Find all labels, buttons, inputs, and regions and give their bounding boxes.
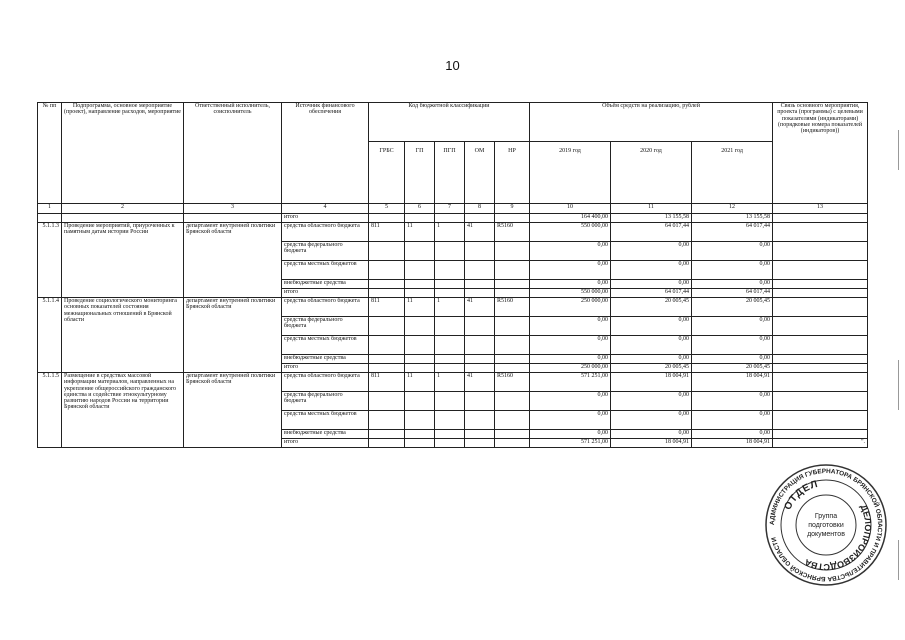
link-cell bbox=[773, 298, 868, 317]
empty-cell bbox=[495, 336, 530, 355]
empty-cell bbox=[405, 242, 435, 261]
value-2019: 0,00 bbox=[530, 336, 611, 355]
total-2020: 18 004,91 bbox=[611, 439, 692, 448]
link-cell bbox=[773, 364, 868, 373]
svg-text:АДМИНИСТРАЦИЯ ГУБЕРНАТОРА БРЯН: АДМИНИСТРАЦИЯ ГУБЕРНАТОРА БРЯНСКОЙ ОБЛАСТИ И ПРАВИТЕЛЬСТВА БРЯНСКОЙ ОБЛАСТИ bbox=[768, 467, 884, 583]
code-np: R5160 bbox=[495, 373, 530, 392]
code-grbs: 811 bbox=[369, 298, 405, 317]
empty-cell bbox=[405, 280, 435, 289]
link-cell bbox=[773, 392, 868, 411]
empty-cell bbox=[465, 280, 495, 289]
executor: департамент внутренней политики Брянской области bbox=[184, 298, 282, 373]
funding-source: средства местных бюджетов bbox=[282, 336, 369, 355]
empty-cell bbox=[435, 355, 465, 364]
header-num: № пп bbox=[38, 103, 62, 204]
code-om: 41 bbox=[465, 223, 495, 242]
empty-cell bbox=[465, 355, 495, 364]
col-number: 4 bbox=[282, 204, 369, 214]
funding-source: средства федерального бюджета bbox=[282, 392, 369, 411]
value-2019: 0,00 bbox=[530, 355, 611, 364]
empty-cell bbox=[495, 289, 530, 298]
value-2021: 0,00 bbox=[692, 242, 773, 261]
empty-cell bbox=[465, 364, 495, 373]
value-2019: 0,00 bbox=[530, 411, 611, 430]
header-executor: Ответственный исполнитель, соисполнитель bbox=[184, 103, 282, 204]
empty-cell bbox=[465, 439, 495, 448]
value-2019: 0,00 bbox=[530, 317, 611, 336]
row-number: 5.1.1.4 bbox=[38, 298, 62, 373]
value-2021: 0,00 bbox=[692, 317, 773, 336]
measure-name: Размещение в средствах массовой информации материалов, направленных на укрепление общероссийского гражданского единства и содействие этнокультурному развитию народов России на территории Брянской области bbox=[62, 373, 184, 448]
row-number: 5.1.1.3 bbox=[38, 223, 62, 298]
empty-cell bbox=[465, 336, 495, 355]
empty-cell bbox=[495, 242, 530, 261]
value-2021: 0,00 bbox=[692, 411, 773, 430]
code-pgp: 1 bbox=[435, 373, 465, 392]
value-2019: 0,00 bbox=[530, 430, 611, 439]
code-gp: 11 bbox=[405, 373, 435, 392]
empty-cell bbox=[405, 317, 435, 336]
value-2020: 0,00 bbox=[611, 336, 692, 355]
value-2021: 0,00 bbox=[692, 392, 773, 411]
empty-cell bbox=[405, 364, 435, 373]
total-label: итого bbox=[282, 289, 369, 298]
empty-cell bbox=[435, 430, 465, 439]
funding-source: средства федерального бюджета bbox=[282, 242, 369, 261]
empty-cell bbox=[465, 289, 495, 298]
empty-cell bbox=[495, 355, 530, 364]
total-2020: 64 017,44 bbox=[611, 289, 692, 298]
value-2019: 0,00 bbox=[530, 392, 611, 411]
empty-cell bbox=[369, 355, 405, 364]
value-2020: 0,00 bbox=[611, 392, 692, 411]
page-number: 10 bbox=[445, 58, 460, 73]
empty-cell bbox=[405, 336, 435, 355]
total-2021: 13 155,58 bbox=[692, 214, 773, 223]
link-cell bbox=[773, 430, 868, 439]
code-grbs: 811 bbox=[369, 223, 405, 242]
header-program: Подпрограмма, основное мероприятие (проект), направление расходов, мероприятие bbox=[62, 103, 184, 204]
value-2020: 0,00 bbox=[611, 280, 692, 289]
empty-cell bbox=[495, 280, 530, 289]
col-number: 10 bbox=[530, 204, 611, 214]
link-cell bbox=[773, 223, 868, 242]
link-cell bbox=[773, 261, 868, 280]
header-np: НР bbox=[495, 142, 530, 204]
empty-cell bbox=[495, 392, 530, 411]
value-2020: 0,00 bbox=[611, 411, 692, 430]
code-pgp: 1 bbox=[435, 298, 465, 317]
col-number: 11 bbox=[611, 204, 692, 214]
funding-source: средства областного бюджета bbox=[282, 373, 369, 392]
code-grbs: 811 bbox=[369, 373, 405, 392]
col-number: 3 bbox=[184, 204, 282, 214]
official-stamp bbox=[764, 463, 888, 587]
value-2020: 0,00 bbox=[611, 242, 692, 261]
link-cell bbox=[773, 280, 868, 289]
executor: департамент внутренней политики Брянской области bbox=[184, 373, 282, 448]
total-label: итого bbox=[282, 439, 369, 448]
column-number-row bbox=[38, 204, 868, 214]
funding-source: средства федерального бюджета bbox=[282, 317, 369, 336]
svg-text:ДЕЛОПРОИЗВОДСТВА: ДЕЛОПРОИЗВОДСТВА bbox=[802, 502, 874, 573]
empty-cell bbox=[369, 242, 405, 261]
value-2020: 64 017,44 bbox=[611, 223, 692, 242]
value-2020: 0,00 bbox=[611, 317, 692, 336]
code-om: 41 bbox=[465, 373, 495, 392]
empty-cell bbox=[435, 439, 465, 448]
value-2021: 64 017,44 bbox=[692, 223, 773, 242]
scan-edge-line bbox=[898, 130, 899, 170]
empty-cell bbox=[405, 392, 435, 411]
empty-cell bbox=[495, 364, 530, 373]
row-number: 5.1.1.5 bbox=[38, 373, 62, 448]
code-pgp: 1 bbox=[435, 223, 465, 242]
value-2020: 0,00 bbox=[611, 430, 692, 439]
header-2020: 2020 год bbox=[611, 142, 692, 204]
svg-text:Группа: Группа bbox=[814, 513, 838, 520]
total-2019: 250 000,00 bbox=[530, 364, 611, 373]
header-budget-code: Код бюджетной классификации bbox=[369, 103, 530, 142]
empty-cell bbox=[435, 392, 465, 411]
total-2021: 64 017,44 bbox=[692, 289, 773, 298]
link-cell bbox=[773, 373, 868, 392]
header-grbs: ГРБС bbox=[369, 142, 405, 204]
empty-cell bbox=[405, 430, 435, 439]
value-2021: 20 005,45 bbox=[692, 298, 773, 317]
link-cell bbox=[773, 289, 868, 298]
value-2020: 18 004,91 bbox=[611, 373, 692, 392]
col-number: 2 bbox=[62, 204, 184, 214]
empty-cell bbox=[369, 411, 405, 430]
empty-cell bbox=[405, 355, 435, 364]
scan-edge-line bbox=[898, 360, 899, 410]
link-cell bbox=[773, 242, 868, 261]
col-number: 1 bbox=[38, 204, 62, 214]
header-2021: 2021 год bbox=[692, 142, 773, 204]
empty-cell bbox=[435, 242, 465, 261]
value-2021: 18 004,91 bbox=[692, 373, 773, 392]
code-np: R5160 bbox=[495, 298, 530, 317]
total-2020: 20 005,45 bbox=[611, 364, 692, 373]
measure-name: Проведение социологического мониторинга основных показателей состояния межнациональных отношений в Брянской области bbox=[62, 298, 184, 373]
empty-cell bbox=[369, 392, 405, 411]
empty-cell bbox=[495, 411, 530, 430]
total-2021: 20 005,45 bbox=[692, 364, 773, 373]
empty-cell bbox=[495, 439, 530, 448]
executor: департамент внутренней политики Брянской области bbox=[184, 223, 282, 298]
link-cell bbox=[773, 336, 868, 355]
empty-cell bbox=[465, 317, 495, 336]
value-2021: 0,00 bbox=[692, 336, 773, 355]
empty-cell bbox=[369, 336, 405, 355]
value-2019: 571 251,00 bbox=[530, 373, 611, 392]
funding-source: внебюджетные средства bbox=[282, 355, 369, 364]
total-label: итого bbox=[282, 364, 369, 373]
value-2020: 0,00 bbox=[611, 261, 692, 280]
table-row bbox=[38, 298, 868, 317]
value-2020: 0,00 bbox=[611, 355, 692, 364]
svg-text:документов: документов bbox=[807, 531, 845, 538]
empty-cell bbox=[465, 430, 495, 439]
svg-text:ОТДЕЛ: ОТДЕЛ bbox=[782, 478, 820, 512]
value-2019: 250 000,00 bbox=[530, 298, 611, 317]
header-pgp: ПГП bbox=[435, 142, 465, 204]
col-number: 8 bbox=[465, 204, 495, 214]
value-2021: 0,00 bbox=[692, 261, 773, 280]
empty-cell bbox=[435, 317, 465, 336]
header-volume: Объём средств на реализацию, рублей bbox=[530, 103, 773, 142]
value-2021: 0,00 bbox=[692, 355, 773, 364]
empty-cell bbox=[369, 317, 405, 336]
empty-cell bbox=[405, 261, 435, 280]
col-number: 12 bbox=[692, 204, 773, 214]
empty-cell bbox=[369, 261, 405, 280]
code-np: R5160 bbox=[495, 223, 530, 242]
empty-cell bbox=[369, 364, 405, 373]
total-2020: 13 155,58 bbox=[611, 214, 692, 223]
empty-cell bbox=[435, 280, 465, 289]
table-row bbox=[38, 373, 868, 392]
value-2021: 0,00 bbox=[692, 430, 773, 439]
empty-cell bbox=[435, 364, 465, 373]
header-gp: ГП bbox=[405, 142, 435, 204]
value-2020: 20 005,45 bbox=[611, 298, 692, 317]
svg-text:подготовки: подготовки bbox=[808, 522, 844, 529]
header-2019: 2019 год bbox=[530, 142, 611, 204]
top-total-row bbox=[38, 214, 868, 223]
value-2019: 0,00 bbox=[530, 242, 611, 261]
empty-cell bbox=[495, 317, 530, 336]
total-2019: 550 000,00 bbox=[530, 289, 611, 298]
empty-cell bbox=[435, 289, 465, 298]
empty-cell bbox=[435, 336, 465, 355]
col-number: 7 bbox=[435, 204, 465, 214]
empty-cell bbox=[369, 280, 405, 289]
code-om: 41 bbox=[465, 298, 495, 317]
empty-cell bbox=[495, 261, 530, 280]
empty-cell bbox=[369, 439, 405, 448]
col-number: 6 bbox=[405, 204, 435, 214]
empty-cell bbox=[465, 411, 495, 430]
total-2019: 571 251,00 bbox=[530, 439, 611, 448]
measure-name: Проведение мероприятий, приуроченных к памятным датам истории России bbox=[62, 223, 184, 298]
total-2021: 18 004,91 bbox=[692, 439, 773, 448]
empty-cell bbox=[369, 430, 405, 439]
value-2019: 550 000,00 bbox=[530, 223, 611, 242]
col-number: 13 bbox=[773, 204, 868, 214]
empty-cell bbox=[405, 289, 435, 298]
col-number: 5 bbox=[369, 204, 405, 214]
link-cell bbox=[773, 411, 868, 430]
empty-cell bbox=[435, 261, 465, 280]
scan-edge-line bbox=[898, 540, 899, 580]
code-gp: 11 bbox=[405, 223, 435, 242]
funding-source: средства областного бюджета bbox=[282, 298, 369, 317]
header-om: ОМ bbox=[465, 142, 495, 204]
total-2019: 164 400,00 bbox=[530, 214, 611, 223]
header-source: Источник финансового обеспечения bbox=[282, 103, 369, 204]
empty-cell bbox=[465, 242, 495, 261]
link-cell bbox=[773, 355, 868, 364]
funding-source: средства местных бюджетов bbox=[282, 411, 369, 430]
empty-cell bbox=[465, 261, 495, 280]
empty-cell bbox=[495, 430, 530, 439]
header-link: Связь основного мероприятия, проекта (программы) с целевыми показателями (индикаторами) (порядковые номера показателей (индикаторов)) bbox=[773, 103, 868, 204]
empty-cell bbox=[465, 392, 495, 411]
financing-table bbox=[37, 102, 868, 448]
funding-source: внебюджетные средства bbox=[282, 430, 369, 439]
groups-body bbox=[38, 223, 868, 448]
empty-cell bbox=[435, 411, 465, 430]
total-label: итого bbox=[282, 214, 369, 223]
header-row-1 bbox=[38, 103, 868, 142]
empty-cell bbox=[405, 411, 435, 430]
value-2019: 0,00 bbox=[530, 280, 611, 289]
link-cell bbox=[773, 317, 868, 336]
col-number: 9 bbox=[495, 204, 530, 214]
table-row bbox=[38, 223, 868, 242]
funding-source: внебюджетные средства bbox=[282, 280, 369, 289]
empty-cell bbox=[405, 439, 435, 448]
code-gp: 11 bbox=[405, 298, 435, 317]
link-cell: ". bbox=[773, 439, 868, 448]
empty-cell bbox=[369, 289, 405, 298]
funding-source: средства областного бюджета bbox=[282, 223, 369, 242]
value-2021: 0,00 bbox=[692, 280, 773, 289]
value-2019: 0,00 bbox=[530, 261, 611, 280]
funding-source: средства местных бюджетов bbox=[282, 261, 369, 280]
